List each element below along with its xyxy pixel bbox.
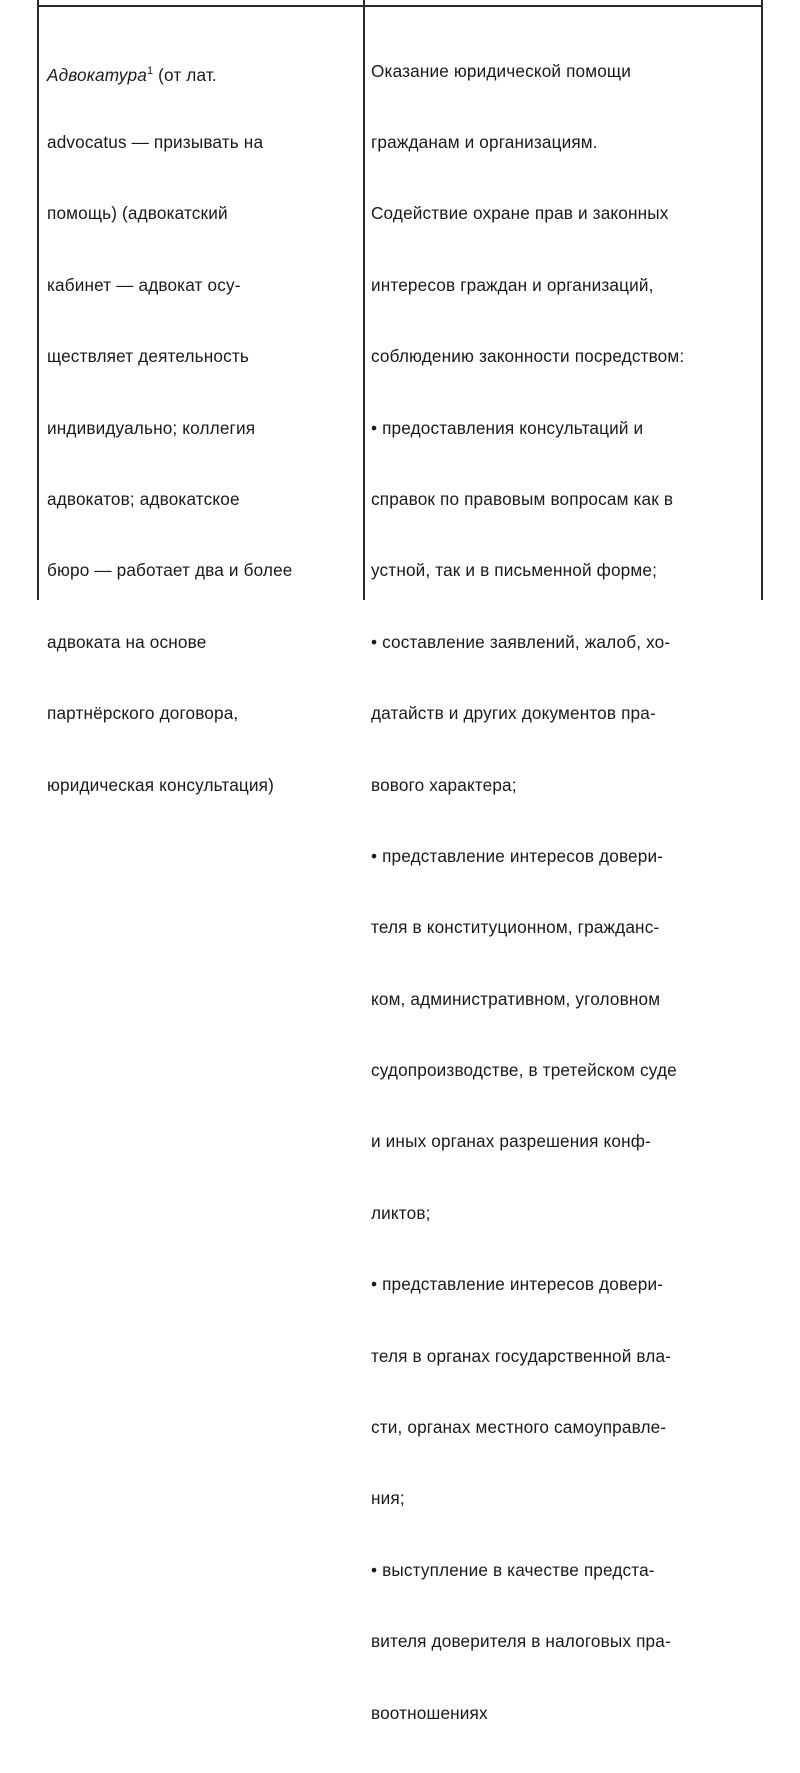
left-cell-line: адвокатов; адвокатское [47, 488, 240, 509]
right-cell-line: и иных органах разрешения конф- [371, 1131, 651, 1152]
left-cell-line: advocatus — призывать на [47, 131, 264, 152]
right-cell-line: ния; [371, 1488, 405, 1509]
right-cell-line: • составление заявлений, жалоб, хо- [371, 631, 671, 652]
right-cell-line: интересов граждан и организаций, [371, 274, 654, 295]
left-cell-line [47, 60, 293, 84]
right-cell-line: датайств и других документов пра- [371, 703, 656, 724]
right-cell-line: воотношениях [371, 1702, 488, 1723]
right-cell-line: устной, так и в письменной форме; [371, 560, 657, 581]
right-cell-line: ликтов; [371, 1202, 431, 1223]
right-cell-line: соблюдению законности посредством: [371, 346, 685, 367]
left-cell-line-text: (от лат. [153, 64, 217, 85]
left-cell [47, 12, 293, 845]
term-title: Адвокатура [47, 64, 147, 85]
left-cell-line: помощь) (адвокатский [47, 203, 228, 224]
left-cell-line: адвоката на основе [47, 631, 207, 652]
right-cell-line: гражданам и организациям. [371, 131, 598, 152]
right-cell-line: сти, органах местного самоуправле- [371, 1417, 667, 1438]
right-cell-line: вителя доверителя в налоговых пра- [371, 1631, 671, 1652]
right-cell-line: • выступление в качестве предста- [371, 1559, 655, 1580]
left-cell-line: ществляет деятельность [47, 346, 249, 367]
right-cell-line: справок по правовым вопросам как в [371, 488, 674, 509]
right-cell [371, 12, 684, 1773]
right-cell-line: • предоставления консультаций и [371, 417, 644, 438]
right-cell-line: • представление интересов довери- [371, 1274, 664, 1295]
left-cell-line: кабинет — адвокат осу- [47, 274, 241, 295]
right-cell-line: Оказание юридической помощи [371, 60, 631, 81]
right-cell-line: Содействие охране прав и законных [371, 203, 669, 224]
right-cell-line: теля в органах государственной вла- [371, 1345, 672, 1366]
right-cell-line: ком, административном, уголовном [371, 988, 661, 1009]
right-cell-line: теля в конституционном, гражданс- [371, 917, 660, 938]
column-divider [363, 0, 365, 600]
left-cell-line: партнёрского договора, [47, 703, 239, 724]
footnote-mark: 1 [146, 64, 154, 77]
left-cell-line: юридическая консультация) [47, 774, 275, 795]
right-cell-line: судопроизводстве, в третейском суде [371, 1060, 677, 1081]
right-cell-line: • представление интересов довери- [371, 845, 664, 866]
right-cell-line: вового характера; [371, 774, 517, 795]
left-cell-line: бюро — работает два и более [47, 560, 293, 581]
table-top-rule [37, 5, 763, 7]
left-cell-line: индивидуально; коллегия [47, 417, 256, 438]
